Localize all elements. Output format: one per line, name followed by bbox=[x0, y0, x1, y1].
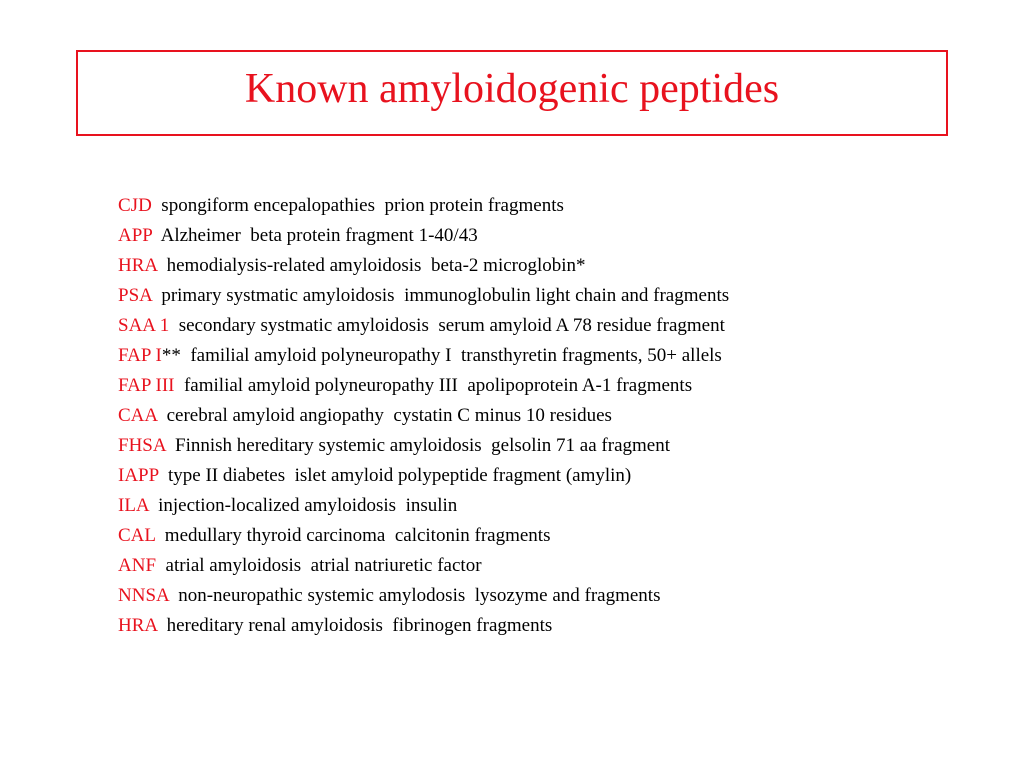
peptide-description: primary systmatic amyloidosis immunoglobulin light chain and fragments bbox=[151, 285, 730, 306]
list-item bbox=[118, 281, 729, 311]
peptide-description: hemodialysis-related amyloidosis beta-2 microglobin* bbox=[157, 255, 586, 276]
peptide-abbreviation: HRA bbox=[118, 255, 158, 276]
peptide-description: type II diabetes islet amyloid polypeptide fragment (amylin) bbox=[158, 465, 632, 486]
peptide-description: medullary thyroid carcinoma calcitonin fragments bbox=[155, 525, 551, 546]
peptide-description: Finnish hereditary systemic amyloidosis gelsolin 71 aa fragment bbox=[165, 435, 670, 456]
list-item bbox=[118, 551, 729, 581]
list-item bbox=[118, 371, 729, 401]
peptide-abbreviation: NNSA bbox=[118, 585, 169, 606]
list-item bbox=[118, 401, 729, 431]
list-item bbox=[118, 581, 729, 611]
list-item bbox=[118, 491, 729, 521]
peptide-description: cerebral amyloid angiopathy cystatin C minus 10 residues bbox=[157, 405, 612, 426]
list-item bbox=[118, 191, 729, 221]
list-item bbox=[118, 221, 729, 251]
peptide-abbreviation: IAPP bbox=[118, 465, 159, 486]
peptide-abbreviation: CAL bbox=[118, 525, 156, 546]
list-item bbox=[118, 251, 729, 281]
peptide-abbreviation: CAA bbox=[118, 405, 158, 426]
peptide-description: injection-localized amyloidosis insulin bbox=[148, 495, 458, 516]
peptide-abbreviation: PSA bbox=[118, 285, 152, 306]
peptide-abbreviation: HRA bbox=[118, 615, 158, 636]
peptide-description: hereditary renal amyloidosis fibrinogen fragments bbox=[157, 615, 553, 636]
list-item bbox=[118, 341, 729, 371]
peptide-description: ** familial amyloid polyneuropathy I transthyretin fragments, 50+ allels bbox=[161, 345, 722, 366]
list-item bbox=[118, 521, 729, 551]
peptide-description: spongiform encepalopathies prion protein fragments bbox=[151, 195, 564, 216]
peptide-description: Alzheimer beta protein fragment 1-40/43 bbox=[152, 225, 478, 246]
peptide-abbreviation: APP bbox=[118, 225, 153, 246]
peptide-abbreviation: FHSA bbox=[118, 435, 166, 456]
peptide-description: familial amyloid polyneuropathy III apolipoprotein A-1 fragments bbox=[174, 375, 693, 396]
list-item bbox=[118, 611, 729, 641]
peptide-abbreviation: SAA 1 bbox=[118, 315, 170, 336]
page-title: Known amyloidogenic peptides bbox=[244, 66, 780, 112]
title-box bbox=[76, 50, 948, 136]
peptide-description: atrial amyloidosis atrial natriuretic factor bbox=[156, 555, 482, 576]
list-item bbox=[118, 461, 729, 491]
peptide-list bbox=[118, 191, 729, 641]
list-item bbox=[118, 311, 729, 341]
peptide-description: non-neuropathic systemic amylodosis lysozyme and fragments bbox=[168, 585, 661, 606]
peptide-abbreviation: ANF bbox=[118, 555, 157, 576]
peptide-abbreviation: FAP III bbox=[118, 375, 175, 396]
peptide-abbreviation: FAP I bbox=[118, 345, 162, 366]
peptide-abbreviation: CJD bbox=[118, 195, 152, 216]
list-item bbox=[118, 431, 729, 461]
peptide-description: secondary systmatic amyloidosis serum amyloid A 78 residue fragment bbox=[169, 315, 725, 336]
peptide-abbreviation: ILA bbox=[118, 495, 149, 516]
